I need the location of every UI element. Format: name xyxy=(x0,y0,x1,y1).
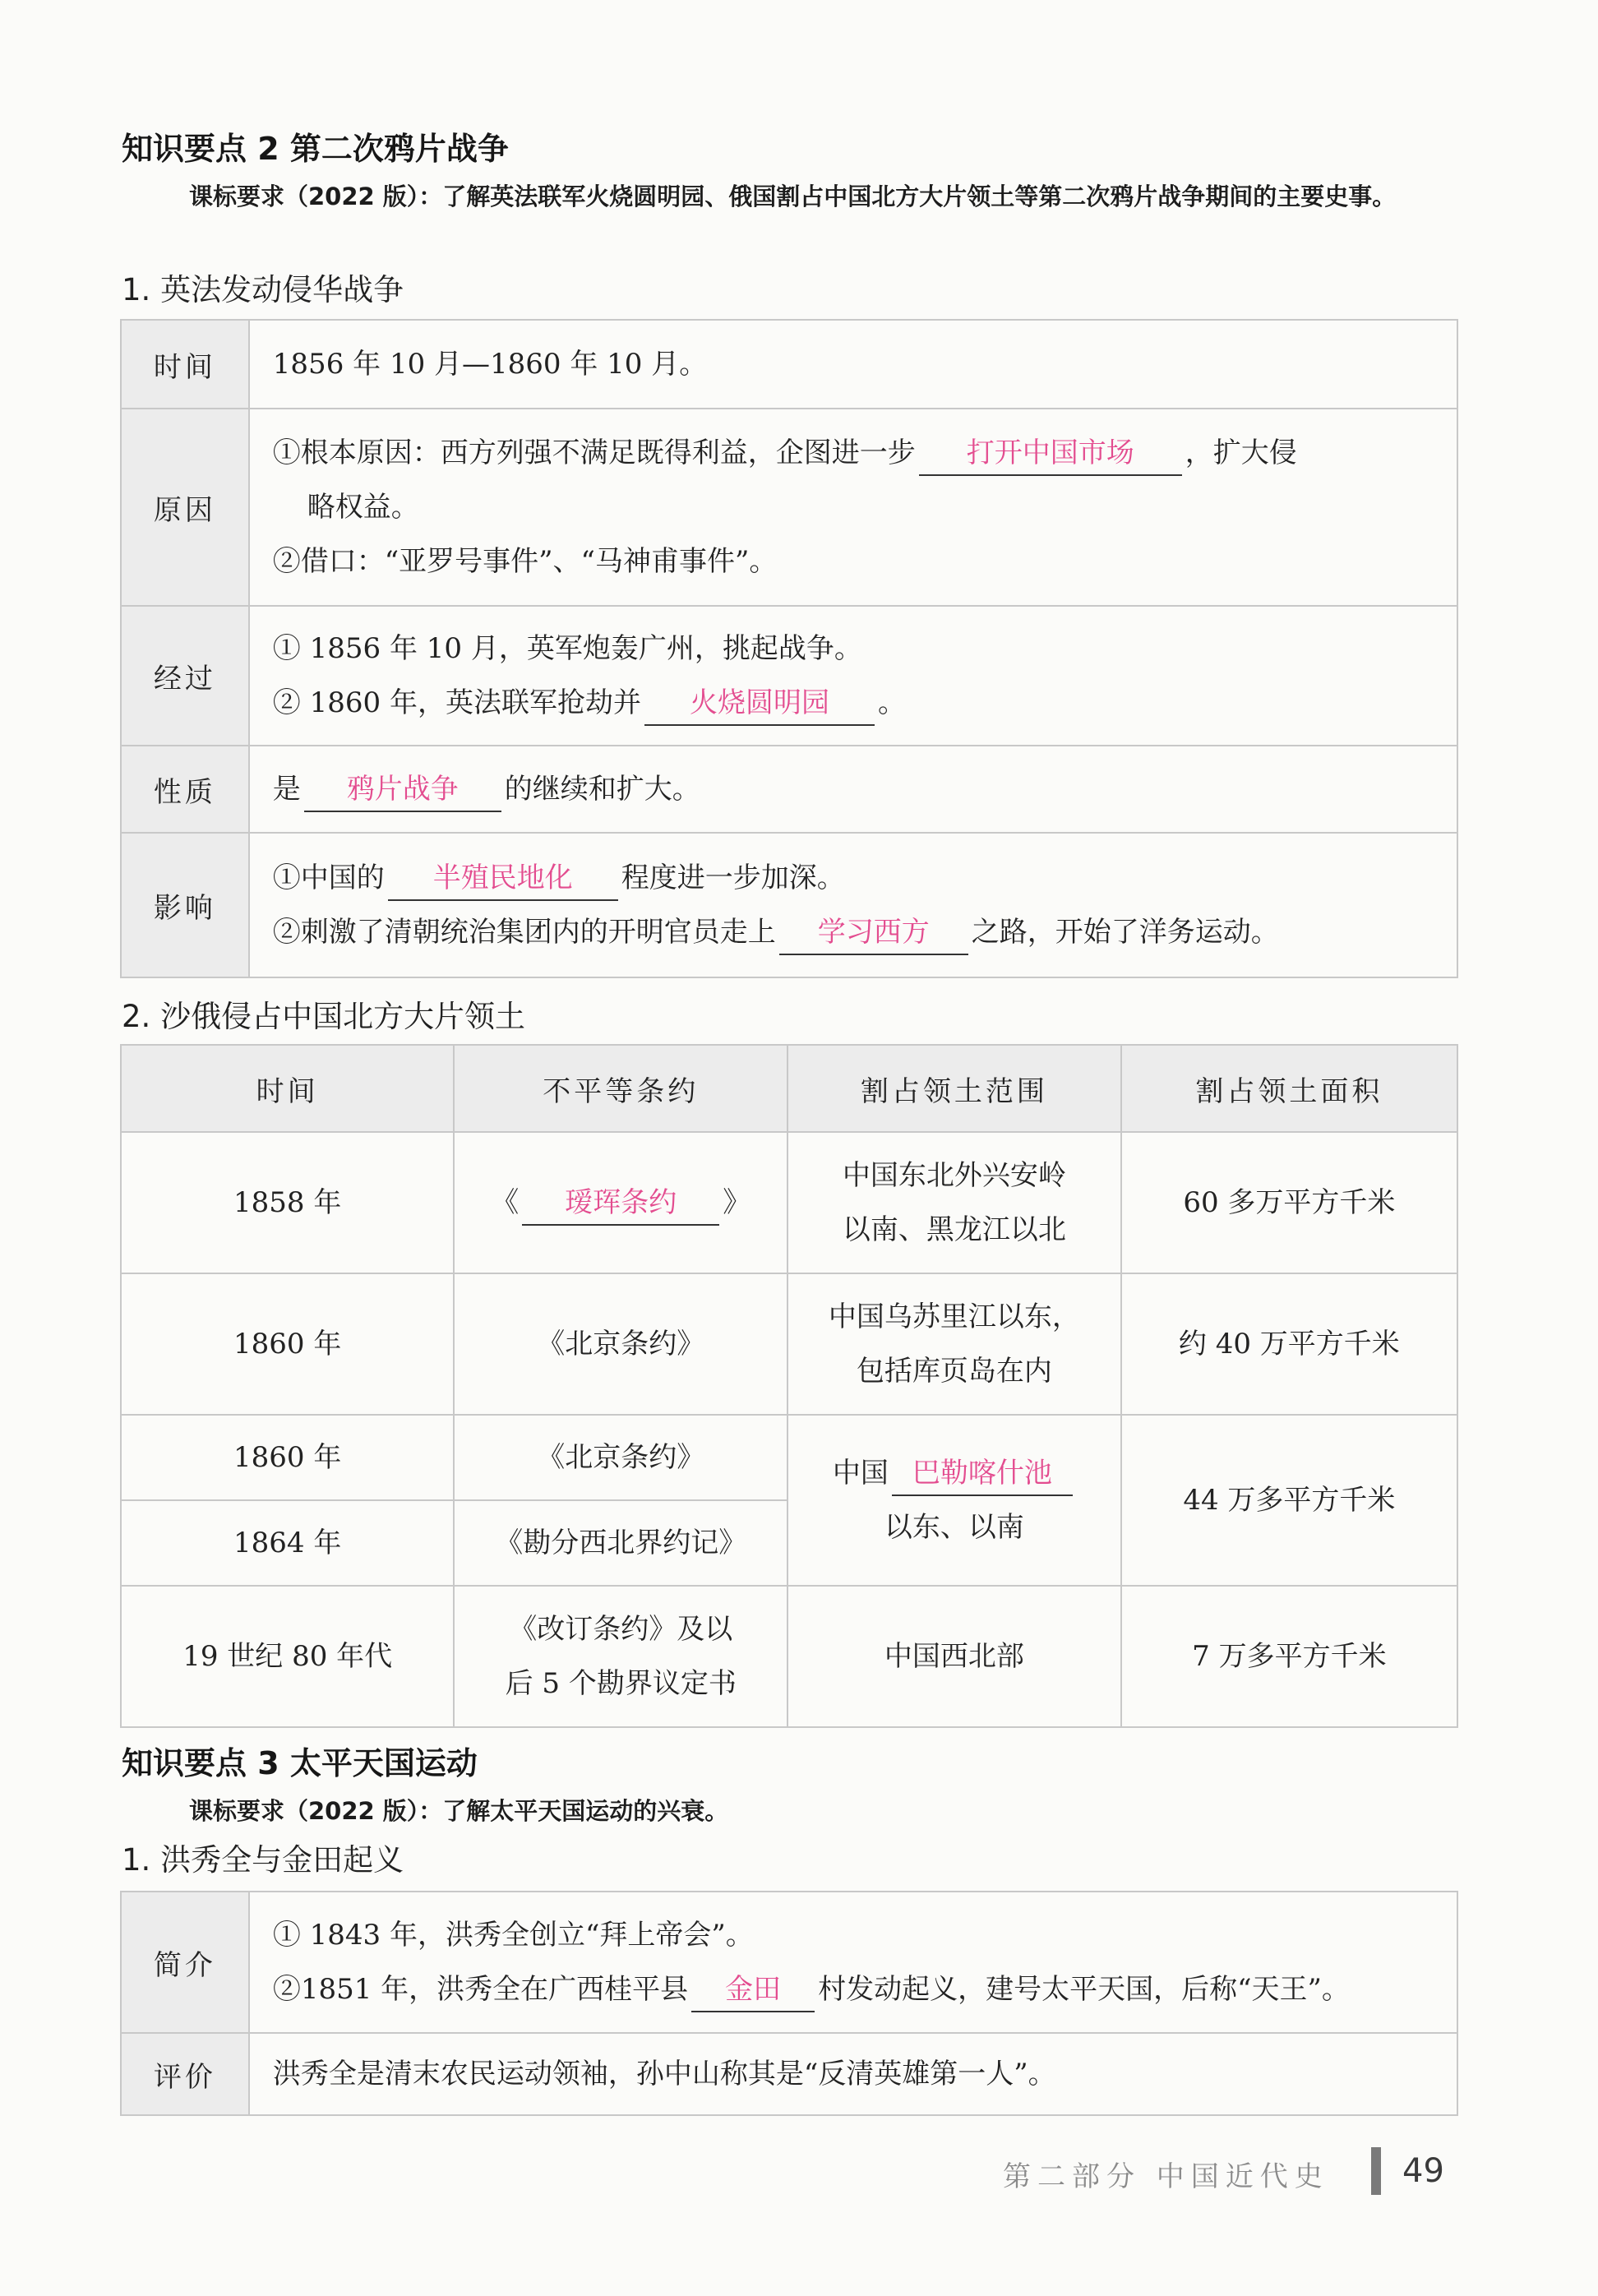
process-label: 经过 xyxy=(121,606,249,746)
nature-answer: 鸦片战争 xyxy=(304,768,501,812)
footer-divider xyxy=(1371,2147,1381,2195)
cause-2: ②借口：“亚罗号事件”、“马神甫事件”。 xyxy=(272,545,778,578)
war-row-time xyxy=(121,320,1457,409)
war-row-cause xyxy=(121,409,1457,606)
cause-cell xyxy=(249,409,1457,606)
header-scope: 割占领土范围 xyxy=(787,1045,1121,1132)
impact-label: 影响 xyxy=(121,833,249,977)
r1-treaty-close: 》 xyxy=(723,1186,751,1219)
impact-2-answer: 学习西方 xyxy=(779,911,968,955)
eval-text: 洪秀全是清末农民运动领袖，孙中山称其是“反清英雄第一人”。 xyxy=(249,2033,1457,2115)
cause-1-pre: ①根本原因：西方列强不满足既得利益，企图进一步 xyxy=(272,437,916,469)
r1-scope xyxy=(787,1132,1121,1273)
r34-scope xyxy=(787,1415,1121,1586)
r1-scope-1: 中国东北外兴安岭 xyxy=(842,1159,1066,1192)
r3-time: 1860 年 xyxy=(121,1415,454,1500)
war-row-nature xyxy=(121,746,1457,833)
r1-time: 1858 年 xyxy=(121,1132,454,1273)
r5-treaty-2: 后 5 个勘界议定书 xyxy=(505,1667,737,1700)
hong-row-eval xyxy=(121,2033,1457,2115)
r5-area: 7 万多平方千米 xyxy=(1121,1586,1457,1727)
impact-2-post: 之路，开始了洋务运动。 xyxy=(971,916,1279,949)
header-time: 时间 xyxy=(121,1045,454,1132)
kp2-requirement: 课标要求（2022 版）：了解英法联军火烧圆明园、俄国割占中国北方大片领土等第二次鸦片战争期间的主要史事。 xyxy=(189,182,1397,210)
r4-treaty: 《勘分西北界约记》 xyxy=(454,1500,787,1586)
process-1: ① 1856 年 10 月，英军炮轰广州，挑起战争。 xyxy=(272,632,862,665)
footer-section: 第二部分 中国近代史 xyxy=(1003,2160,1329,2193)
r1-treaty xyxy=(454,1132,787,1273)
r34-scope-pre: 中国 xyxy=(832,1457,889,1490)
table-row xyxy=(121,1586,1457,1727)
header-treaty: 不平等条约 xyxy=(454,1045,787,1132)
cause-1-answer: 打开中国市场 xyxy=(919,432,1182,476)
nature-post: 的继续和扩大。 xyxy=(504,773,700,806)
intro-2-pre: ②1851 年，洪秀全在广西桂平县 xyxy=(272,1973,689,2006)
r2-scope xyxy=(787,1273,1121,1415)
r5-scope: 中国西北部 xyxy=(787,1586,1121,1727)
r2-scope-2: 包括库页岛在内 xyxy=(856,1355,1052,1388)
intro-2-post: 村发动起义，建号太平天国，后称“天王”。 xyxy=(818,1973,1350,2006)
russia-header-row xyxy=(121,1045,1457,1132)
r5-treaty-1: 《改订条约》及以 xyxy=(509,1613,733,1646)
r2-treaty: 《北京条约》 xyxy=(454,1273,787,1415)
cause-1-post: ，扩大侵 xyxy=(1185,437,1297,469)
intro-1: ① 1843 年，洪秀全创立“拜上帝会”。 xyxy=(272,1919,754,1952)
r4-time: 1864 年 xyxy=(121,1500,454,1586)
eval-label: 评价 xyxy=(121,2033,249,2115)
process-cell xyxy=(249,606,1457,746)
r5-time: 19 世纪 80 年代 xyxy=(121,1586,454,1727)
header-area: 割占领土面积 xyxy=(1121,1045,1457,1132)
impact-1-answer: 半殖民地化 xyxy=(388,857,618,901)
russia-table xyxy=(120,1044,1458,1728)
intro-label: 简介 xyxy=(121,1892,249,2033)
kp2-section2-title: 2. 沙俄侵占中国北方大片领土 xyxy=(122,999,526,1034)
kp2-title: 知识要点 2 第二次鸦片战争 xyxy=(122,131,509,167)
r5-treaty xyxy=(454,1586,787,1727)
kp2-section1-title: 1. 英法发动侵华战争 xyxy=(122,272,404,307)
cause-label: 原因 xyxy=(121,409,249,606)
kp3-section1-title: 1. 洪秀全与金田起义 xyxy=(122,1842,404,1878)
intro-cell xyxy=(249,1892,1457,2033)
impact-cell xyxy=(249,833,1457,977)
table-row xyxy=(121,1273,1457,1415)
r1-scope-2: 以南、黑龙江以北 xyxy=(842,1213,1066,1246)
r1-area: 60 多万平方千米 xyxy=(1121,1132,1457,1273)
r2-scope-1: 中国乌苏里江以东， xyxy=(828,1300,1080,1333)
process-2-pre: ② 1860 年，英法联军抢劫并 xyxy=(272,686,641,719)
process-2-answer: 火烧圆明园 xyxy=(644,681,875,726)
nature-pre: 是 xyxy=(272,773,301,806)
r34-scope-answer: 巴勒喀什池 xyxy=(892,1452,1073,1496)
war-table xyxy=(120,319,1458,978)
r34-area: 44 万多平方千米 xyxy=(1121,1415,1457,1586)
time-label: 时间 xyxy=(121,320,249,409)
intro-2-answer: 金田 xyxy=(691,1968,815,2012)
hong-table xyxy=(120,1891,1458,2116)
nature-label: 性质 xyxy=(121,746,249,833)
r3-treaty: 《北京条约》 xyxy=(454,1415,787,1500)
table-row xyxy=(121,1415,1457,1500)
kp3-requirement: 课标要求（2022 版）：了解太平天国运动的兴衰。 xyxy=(189,1797,729,1825)
r34-scope-2: 以东、以南 xyxy=(884,1511,1024,1544)
impact-2-pre: ②刺激了清朝统治集团内的开明官员走上 xyxy=(272,916,776,949)
cause-1-cont: 略权益。 xyxy=(307,491,419,524)
r1-treaty-open: 《 xyxy=(491,1186,520,1219)
time-text: 1856 年 10 月—1860 年 10 月。 xyxy=(249,320,1457,409)
war-row-impact xyxy=(121,833,1457,977)
hong-row-intro xyxy=(121,1892,1457,2033)
impact-1-post: 程度进一步加深。 xyxy=(621,862,845,894)
page-number: 49 xyxy=(1402,2152,1444,2190)
impact-1-pre: ①中国的 xyxy=(272,862,385,894)
r1-treaty-answer: 瑷珲条约 xyxy=(522,1181,719,1226)
kp3-title: 知识要点 3 太平天国运动 xyxy=(122,1745,478,1781)
nature-cell xyxy=(249,746,1457,833)
table-row xyxy=(121,1132,1457,1273)
r2-area: 约 40 万平方千米 xyxy=(1121,1273,1457,1415)
war-row-process xyxy=(121,606,1457,746)
process-2-post: 。 xyxy=(877,686,906,719)
r2-time: 1860 年 xyxy=(121,1273,454,1415)
